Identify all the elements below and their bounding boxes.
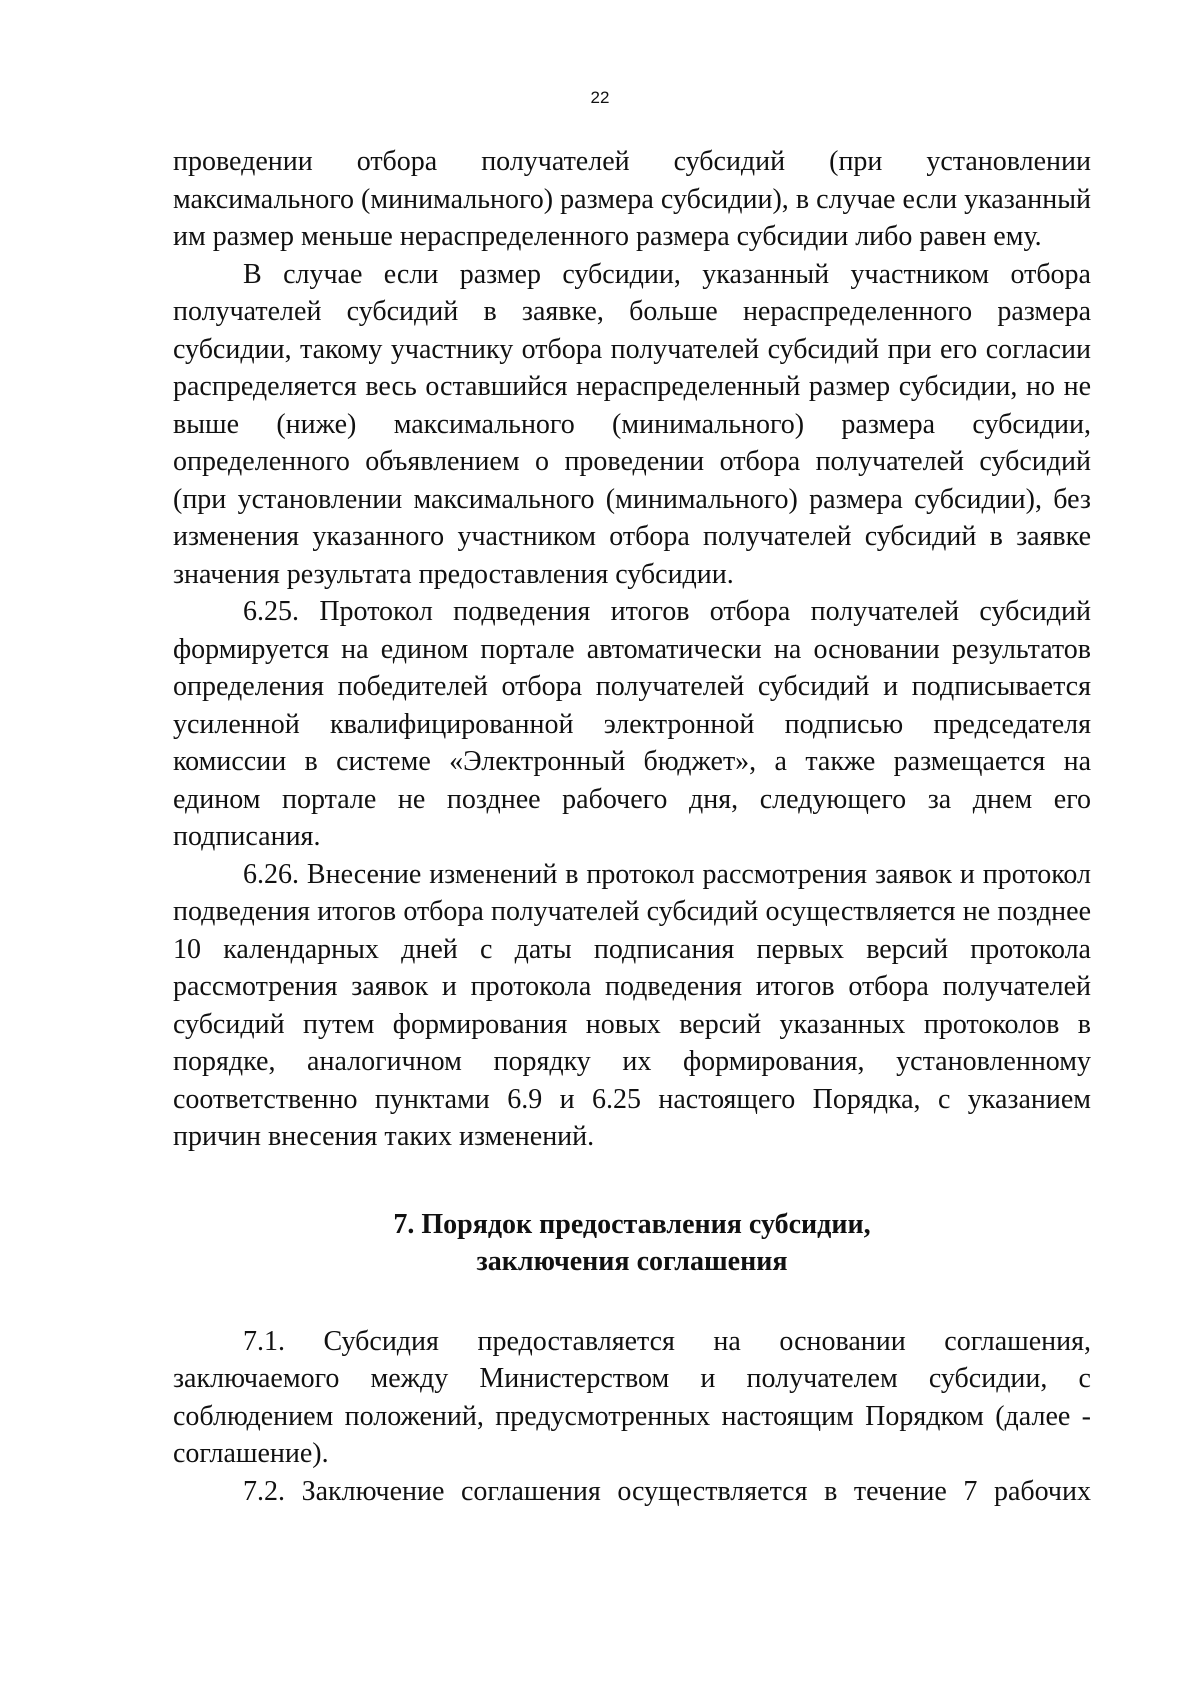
section-heading-7 [173,1206,1091,1281]
paragraph-subsidy-distribution: В случае если размер субсидии, указанный участником отбора получателей субсидий в заявке, больше нераспределенного размера субсидии, такому участнику отбора получателей субсидий при его согласии распределяется весь оставшийся нераспределенный размер субсидии, но не выше (ниже) максимального (минимального) размера субсидии, определенного объявлением о проведении отбора получателей субсидий (при установлении максимального (минимального) размера субсидии), без изменения указанного участником отбора получателей субсидий в заявке значения результата предоставления субсидии. [173,258,1091,590]
paragraph-7-2: 7.2. Заключение соглашения осуществляется в течение 7 рабочих [243,1475,1091,1507]
section-heading-line-2: заключения соглашения [476,1246,788,1277]
document-body [173,143,1091,1510]
paragraph-6-25: 6.25. Протокол подведения итогов отбора получателей субсидий формируется на едином портале автоматически на основании результатов определения победителей отбора получателей субсидий и подписывается усиленной квалифицированной электронной подписью председателя комиссии в системе «Электронный бюджет», а также размещается на едином портале не позднее рабочего дня, следующего за днем его подписания. [173,596,1091,852]
paragraph-7-1: 7.1. Субсидия предоставляется на основании соглашения, заключаемого между Министерством и получателем субсидии, с соблюдением положений, предусмотренных настоящим Порядком (далее - соглашение). [173,1325,1091,1469]
page-number: 22 [590,88,610,107]
section-heading-line-1: 7. Порядок предоставления субсидии, [393,1208,871,1240]
paragraph-continuation: проведении отбора получателей субсидий (при установлении максимального (минимального) размера субсидии), в случае если указанный им размер меньше нераспределенного размера субсидии либо равен ему. [173,146,1091,252]
paragraph-6-26: 6.26. Внесение изменений в протокол рассмотрения заявок и протокол подведения итогов отбора получателей субсидий осуществляется не позднее 10 календарных дней с даты подписания первых версий протокола рассмотрения заявок и протокола подведения итогов отбора получателей субсидий путем формирования новых версий указанных протоколов в порядке, аналогичном порядку их формирования, установленному соответственно пунктами 6.9 и 6.25 настоящего Порядка, с указанием причин внесения таких изменений. [173,858,1091,1152]
